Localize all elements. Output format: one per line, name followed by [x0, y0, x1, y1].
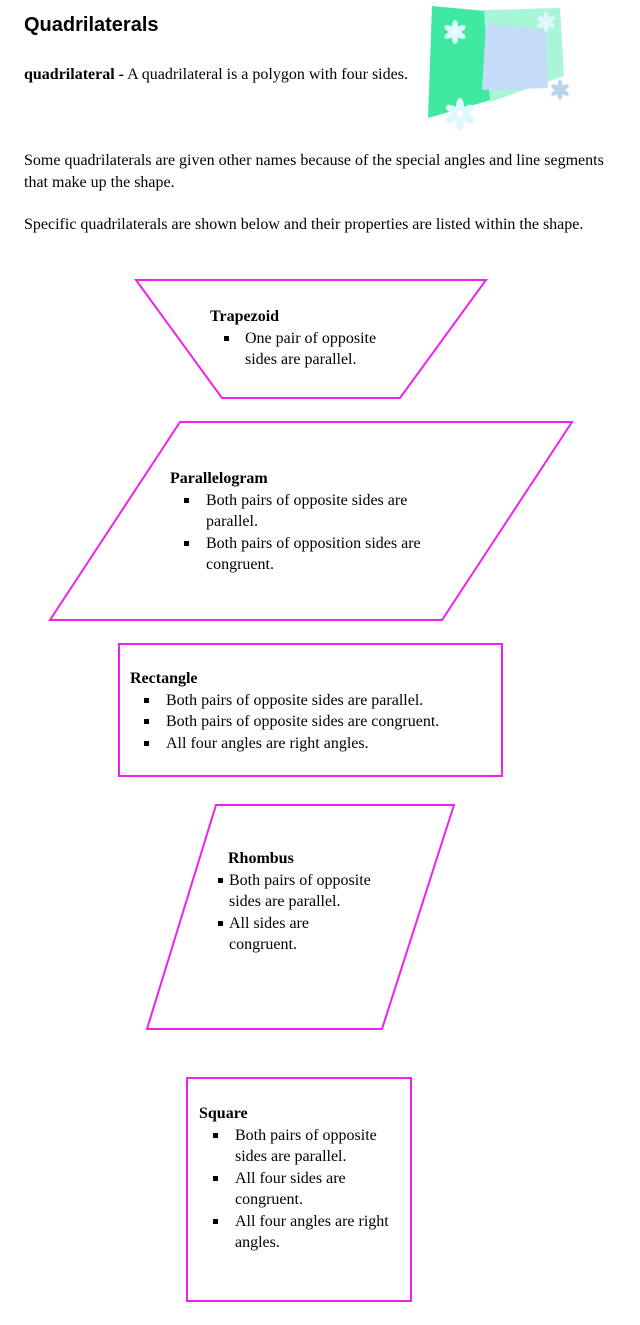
rhombus-properties [218, 848, 378, 956]
parallelogram-list [170, 490, 460, 576]
rectangle-name: Rectangle [130, 670, 198, 687]
square-name: Square [199, 1105, 248, 1122]
rectangle-properties [130, 668, 500, 754]
definition-term: quadrilateral - [24, 66, 124, 83]
rhombus-name: Rhombus [228, 850, 294, 867]
parallelogram-property: Both pairs of opposition sides are congruent. [170, 533, 460, 576]
rhombus-property: Both pairs of opposite sides are parallel. [218, 870, 378, 913]
rhombus-property: All sides are congruent. [218, 913, 378, 956]
clipart-blue-shape [482, 24, 548, 90]
rectangle-property: Both pairs of opposite sides are congruent. [130, 711, 500, 733]
parallelogram-properties [170, 468, 460, 576]
trapezoid-property: One pair of opposite sides are parallel. [210, 328, 410, 371]
rectangle-property: All four angles are right angles. [130, 733, 500, 755]
clipart-flower-side-icon [550, 80, 570, 100]
definition-text: A quadrilateral is a polygon with four sides. [124, 66, 408, 83]
square-list [199, 1125, 409, 1254]
square-property: All four sides are congruent. [199, 1168, 409, 1211]
intro-paragraph-2: Specific quadrilaterals are shown below and their properties are listed within the shape. [24, 216, 584, 233]
quadrilateral-clipart [424, 2, 584, 132]
square-property: All four angles are right angles. [199, 1211, 409, 1254]
parallelogram-name: Parallelogram [170, 470, 268, 487]
trapezoid-list [210, 328, 410, 371]
parallelogram-property: Both pairs of opposite sides are parallel. [170, 490, 460, 533]
intro-paragraph-1: Some quadrilaterals are given other names because of the special angles and line segments that make up the shape. [24, 152, 604, 191]
rectangle-list [130, 690, 500, 755]
square-property: Both pairs of opposite sides are parallel. [199, 1125, 409, 1168]
rectangle-property: Both pairs of opposite sides are parallel. [130, 690, 500, 712]
definition-paragraph [24, 64, 414, 86]
trapezoid-properties [210, 306, 410, 371]
rhombus-list [218, 870, 378, 956]
trapezoid-name: Trapezoid [210, 308, 280, 325]
square-properties [199, 1103, 409, 1254]
page-title: Quadrilaterals [24, 14, 159, 36]
